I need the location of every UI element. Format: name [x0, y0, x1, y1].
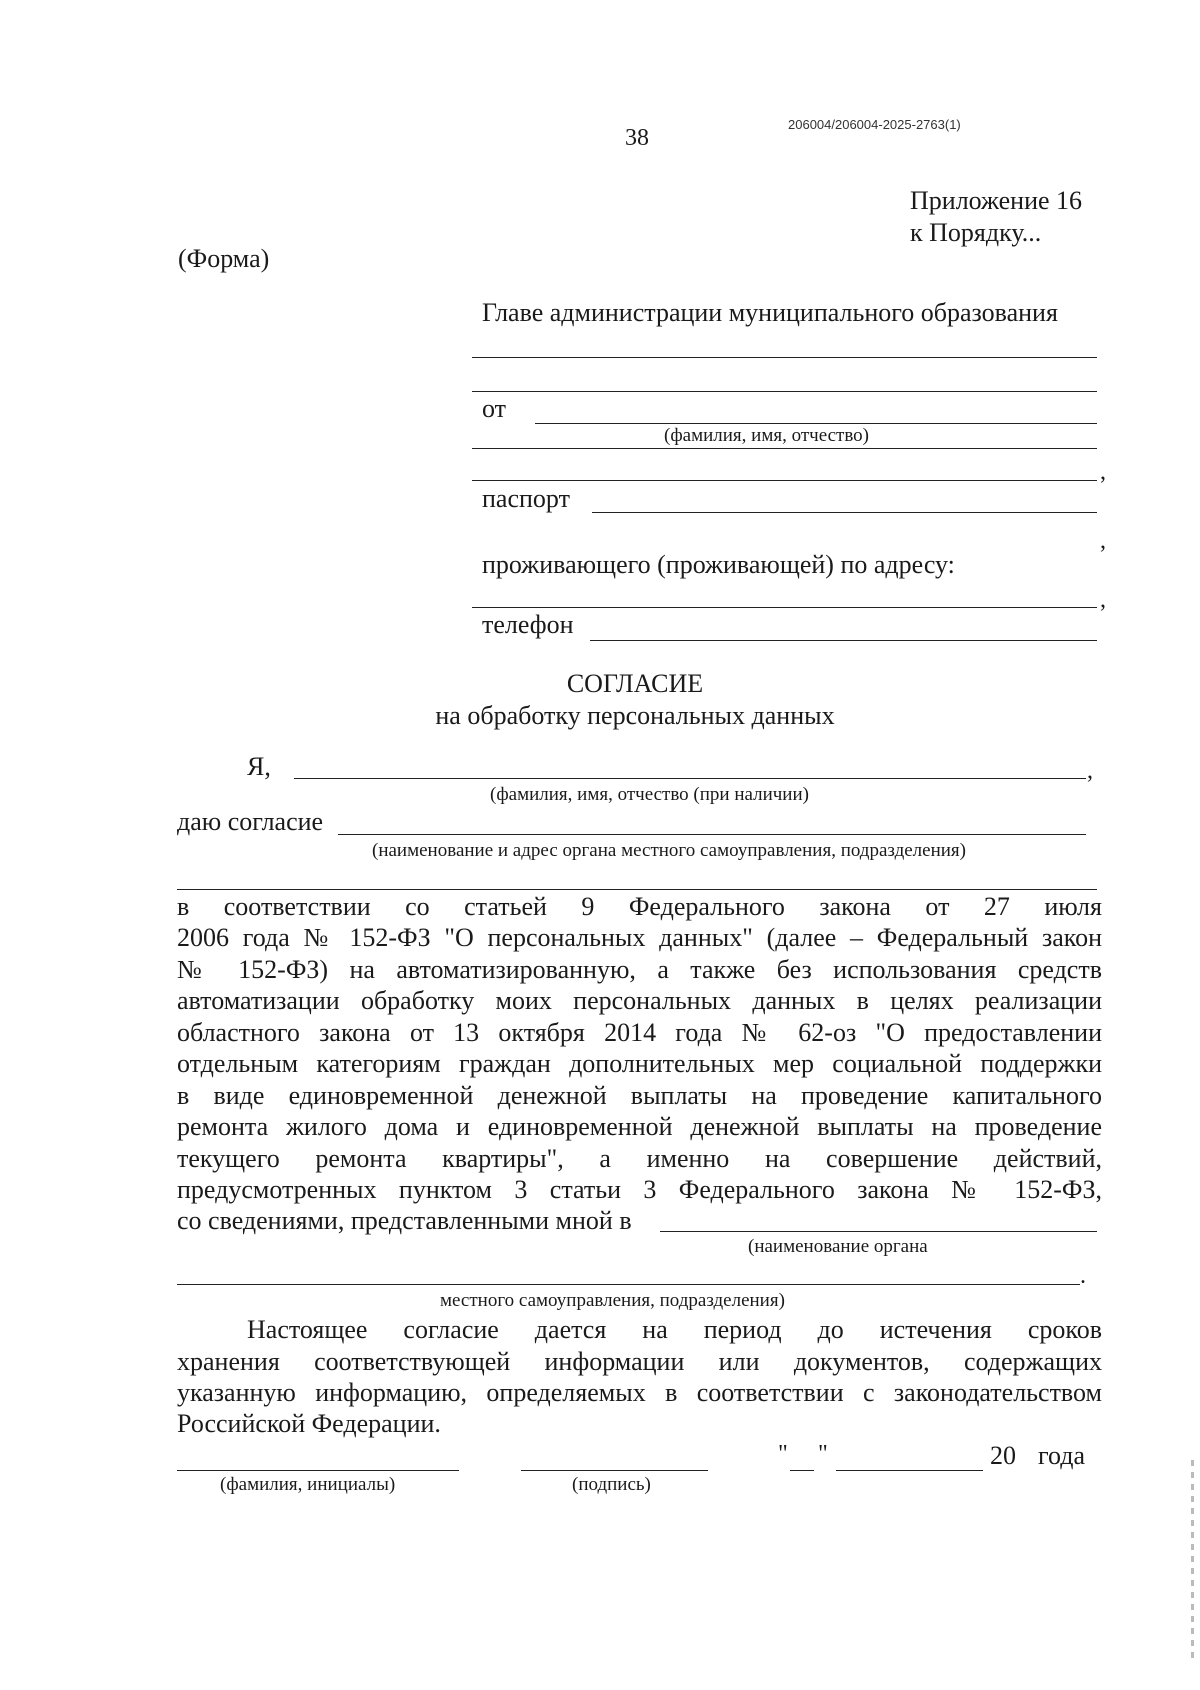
- appendix-line-1: Приложение 16: [910, 186, 1083, 215]
- organ-period: .: [1080, 1263, 1086, 1289]
- organ-name-blank-2[interactable]: [177, 1284, 1080, 1285]
- addressee-blank-1[interactable]: [472, 357, 1097, 358]
- signature-blank[interactable]: [521, 1470, 708, 1471]
- body-line-5: областного закона от 13 октября 2014 года № 62-оз "О предоставлении: [177, 1018, 1102, 1047]
- date-month-blank[interactable]: [836, 1470, 983, 1471]
- body-line-8: ремонта жилого дома и единовременной денежной выплаты на проведение: [177, 1112, 1102, 1141]
- ya-label: Я,: [247, 752, 271, 781]
- year-suffix: года: [1038, 1441, 1086, 1470]
- date-day-blank[interactable]: [790, 1470, 814, 1471]
- term-line-1: Настоящее согласие дается на период до истечения сроков: [247, 1315, 1102, 1344]
- organ-name-blank[interactable]: [660, 1231, 1097, 1232]
- give-consent-label: даю согласие: [177, 807, 324, 836]
- comma-1: ,: [1100, 459, 1106, 485]
- date-quote-open: ": [778, 1441, 788, 1467]
- phone-blank[interactable]: [590, 640, 1097, 641]
- document-subtitle: на обработку персональных данных: [435, 701, 835, 730]
- comma-2: ,: [1100, 528, 1106, 554]
- from-label: от: [482, 394, 507, 423]
- body-line-9: текущего ремонта квартиры", а именно на совершение действий,: [177, 1144, 1102, 1173]
- organ-name-caption-1: (наименование органа: [748, 1236, 928, 1257]
- addressee-to: Главе администрации муниципального образования: [482, 298, 1058, 327]
- body-line-3: № 152-ФЗ) на автоматизированную, а также без использования средств: [177, 955, 1102, 984]
- body-line-1: в соответствии со статьей 9 Федерального закона от 27 июля: [177, 892, 1102, 921]
- date-quote-close: ": [818, 1441, 828, 1467]
- year-prefix: 20: [990, 1441, 1016, 1470]
- document-title: СОГЛАСИЕ: [566, 669, 704, 698]
- body-line-4: автоматизации обработку моих персональных данных в целях реализации: [177, 986, 1102, 1015]
- phone-label: телефон: [482, 610, 574, 639]
- body-line-7: в виде единовременной денежной выплаты на проведение капитального: [177, 1081, 1102, 1110]
- body-line-6: отдельным категориям граждан дополнительных мер социальной поддержки: [177, 1049, 1102, 1078]
- signature-caption: (подпись): [572, 1474, 651, 1495]
- comma-3: ,: [1100, 587, 1106, 613]
- ya-fio-blank[interactable]: [294, 778, 1086, 779]
- organ-name-caption-2: местного самоуправления, подразделения): [440, 1290, 785, 1311]
- appendix-line-2: к Порядку...: [910, 218, 1042, 247]
- body-last-line: со сведениями, представленными мной в: [177, 1206, 632, 1235]
- ya-comma: ,: [1087, 758, 1093, 784]
- name-caption: (фамилия, инициалы): [220, 1474, 396, 1495]
- body-line-10: предусмотренных пунктом 3 статьи 3 Федерального закона № 152-ФЗ,: [177, 1175, 1102, 1204]
- term-last-line: Российской Федерации.: [177, 1409, 441, 1438]
- organ-blank[interactable]: [338, 834, 1086, 835]
- body-line-2: 2006 года № 152-ФЗ "О персональных данных" (далее – Федеральный закон: [177, 923, 1102, 952]
- ya-fio-caption: (фамилия, имя, отчество (при наличии): [490, 784, 809, 805]
- passport-blank[interactable]: [592, 512, 1097, 513]
- passport-label: паспорт: [482, 484, 570, 513]
- fio-caption-top: (фамилия, имя, отчество): [664, 425, 870, 446]
- address-label: проживающего (проживающей) по адресу:: [482, 550, 955, 579]
- term-line-2: хранения соответствующей информации или документов, содержащих: [177, 1347, 1102, 1376]
- address-blank[interactable]: [472, 607, 1097, 608]
- fio-continue-blank[interactable]: [472, 480, 1097, 481]
- organ-blank-2[interactable]: [177, 889, 1097, 890]
- page-number: 38: [625, 125, 649, 151]
- name-signature-blank[interactable]: [177, 1470, 459, 1471]
- scan-edge-marks: [1191, 1460, 1194, 1660]
- addressee-blank-2[interactable]: [472, 391, 1097, 392]
- from-blank-2[interactable]: [472, 448, 1097, 449]
- form-label: (Форма): [178, 244, 270, 273]
- term-line-3: указанную информацию, определяемых в соответствии с законодательством: [177, 1378, 1102, 1407]
- from-blank[interactable]: [535, 423, 1097, 424]
- registration-number: 206004/206004-2025-2763(1): [788, 117, 961, 132]
- organ-caption: (наименование и адрес органа местного самоуправления, подразделения): [372, 840, 966, 861]
